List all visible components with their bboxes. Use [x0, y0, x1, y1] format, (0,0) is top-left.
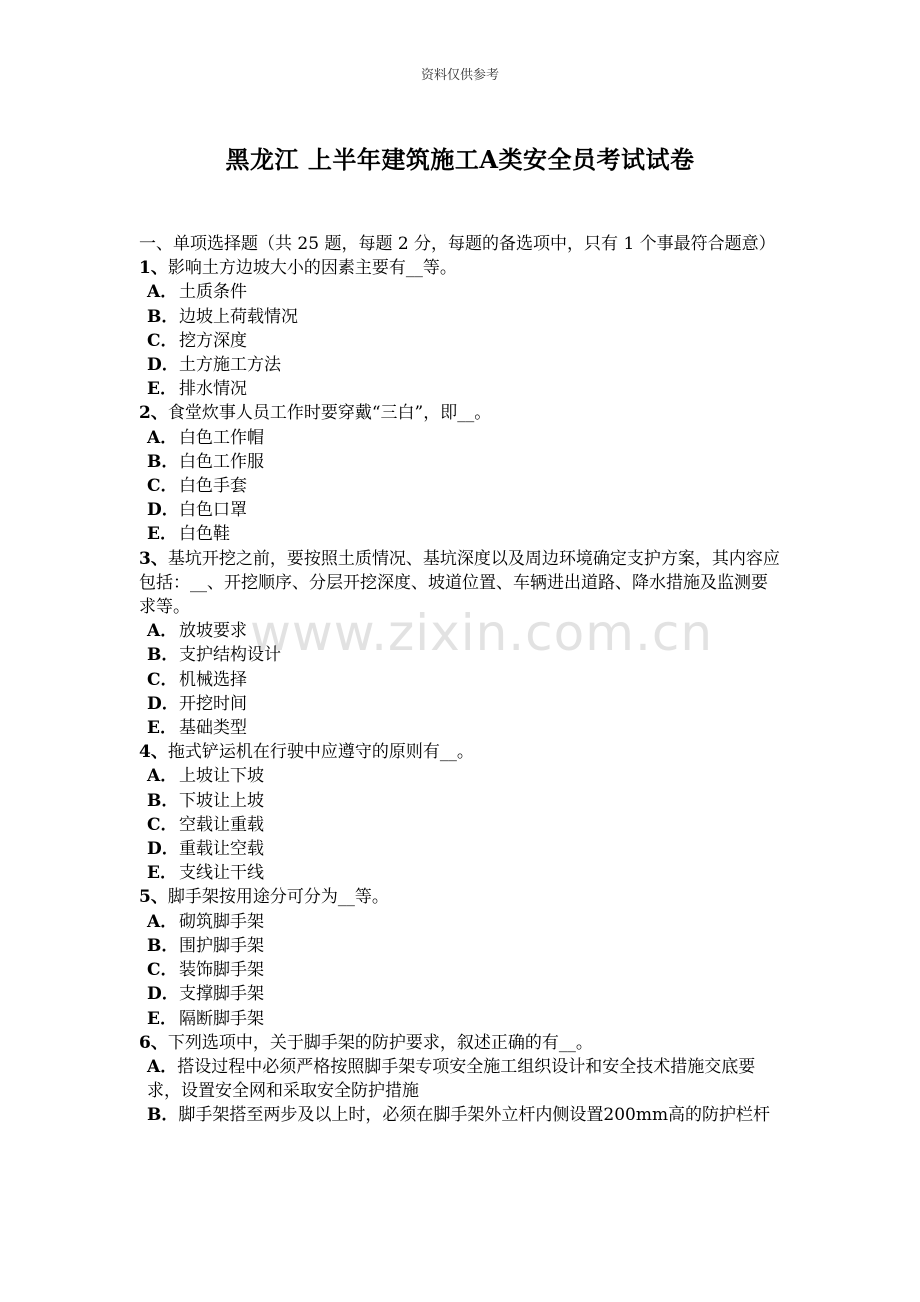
option-text: 白色口罩 — [179, 500, 247, 521]
question-number: 3、 — [139, 548, 168, 569]
option-text: 土质条件 — [179, 282, 247, 303]
option — [139, 837, 781, 861]
watermark: www.zixin.com.cn — [250, 604, 714, 662]
question — [139, 740, 781, 764]
option-letter: E． — [147, 379, 177, 400]
option-text: 搭设过程中必须严格按照脚手架专项安全施工组织设计和安全技术措施交底要求，设置安全网和采取安全防护措施 — [147, 1056, 756, 1102]
option-text: 空载让重载 — [179, 814, 264, 835]
question-number: 6、 — [139, 1032, 168, 1053]
option — [139, 329, 781, 353]
question — [139, 547, 781, 620]
option — [139, 692, 781, 716]
option — [139, 1055, 781, 1103]
option-text: 白色手套 — [179, 476, 247, 497]
option-text: 支护结构设计 — [179, 645, 281, 666]
option — [139, 450, 781, 474]
question-text: 拖式铲运机在行驶中应遵守的原则有__。 — [167, 742, 474, 763]
option-text: 边坡上荷载情况 — [179, 306, 298, 327]
question-text: 食堂炊事人员工作时要穿戴“三白”，即__。 — [167, 403, 492, 424]
option — [139, 982, 781, 1006]
question-number: 5、 — [139, 887, 168, 908]
option — [139, 353, 781, 377]
option-text: 白色工作服 — [179, 451, 264, 472]
option-letter: C． — [147, 960, 178, 981]
option-text: 上坡让下坡 — [179, 766, 264, 787]
option — [139, 280, 781, 304]
option-text: 基础类型 — [179, 718, 247, 739]
question — [139, 256, 781, 280]
option-text: 挖方深度 — [179, 330, 247, 351]
option-letter: D． — [147, 984, 179, 1005]
header-note: 资料仅供参考 — [420, 68, 499, 83]
option — [139, 474, 781, 498]
option-text: 砌筑脚手架 — [179, 911, 264, 932]
option-text: 白色鞋 — [179, 524, 230, 545]
question-text: 基坑开挖之前，要按照土质情况、基坑深度以及周边环境确定支护方案，其内容应包括：__、开挖顺序、分层开挖深度、坡道位置、车辆进出道路、降水措施及监测要求等。 — [139, 548, 780, 618]
option-text: 机械选择 — [179, 669, 247, 690]
option-letter: D． — [147, 693, 179, 714]
option-text: 土方施工方法 — [179, 355, 281, 376]
option-letter: A． — [147, 282, 178, 303]
option-text: 隔断脚手架 — [179, 1008, 264, 1029]
question-text: 脚手架按用途分可分为__等。 — [167, 887, 389, 908]
option — [139, 764, 781, 788]
option-letter: D． — [147, 839, 179, 860]
option — [139, 1007, 781, 1031]
question-number: 2、 — [139, 403, 168, 424]
option — [139, 934, 781, 958]
option — [139, 1103, 781, 1127]
option — [139, 958, 781, 982]
option — [139, 643, 781, 667]
question — [139, 1031, 781, 1055]
option — [139, 377, 781, 401]
option — [139, 498, 781, 522]
option-letter: A． — [147, 621, 178, 642]
question-text: 下列选项中，关于脚手架的防护要求，叙述正确的有__。 — [167, 1032, 593, 1053]
option-letter: A． — [147, 427, 178, 448]
option-text: 下坡让上坡 — [179, 790, 264, 811]
option-letter: E． — [147, 863, 177, 884]
question — [139, 401, 781, 425]
option-letter: E． — [147, 1008, 177, 1029]
option-letter: D． — [147, 355, 179, 376]
question-text: 影响土方边坡大小的因素主要有__等。 — [167, 258, 457, 279]
option-text: 脚手架搭至两步及以上时，必须在脚手架外立杆内侧设置200mm高的防护栏杆 — [178, 1105, 771, 1126]
option-text: 放坡要求 — [179, 621, 247, 642]
option-letter: D． — [147, 500, 179, 521]
section-heading: 一、单项选择题（共 25 题，每题 2 分，每题的备选项中，只有 1 个事最符合题意） — [139, 234, 776, 254]
option-text: 开挖时间 — [179, 693, 247, 714]
question-number: 1、 — [139, 258, 168, 279]
option-letter: B． — [147, 645, 179, 666]
option-letter: B． — [147, 451, 179, 472]
option — [139, 619, 781, 643]
option-letter: C． — [147, 330, 178, 351]
option-letter: B． — [147, 1105, 179, 1126]
option-letter: A． — [147, 1056, 178, 1077]
option — [139, 861, 781, 885]
option-letter: A． — [147, 766, 178, 787]
option — [139, 522, 781, 546]
option-letter: C． — [147, 814, 178, 835]
option-text: 排水情况 — [179, 379, 247, 400]
option-letter: C． — [147, 669, 178, 690]
option-text: 支撑脚手架 — [179, 984, 264, 1005]
option-letter: B． — [147, 935, 179, 956]
option-letter: E． — [147, 718, 177, 739]
document-title: 黑龙江 上半年建筑施工A类安全员考试试卷 — [225, 145, 695, 174]
option — [139, 426, 781, 450]
option — [139, 668, 781, 692]
option-letter: C． — [147, 476, 178, 497]
option-text: 围护脚手架 — [179, 935, 264, 956]
option — [139, 789, 781, 813]
option — [139, 716, 781, 740]
option-text: 重载让空载 — [179, 839, 264, 860]
option-letter: B． — [147, 790, 179, 811]
question-number: 4、 — [139, 742, 168, 763]
option-text: 装饰脚手架 — [179, 960, 264, 981]
option-letter: E． — [147, 524, 177, 545]
option — [139, 910, 781, 934]
question — [139, 885, 781, 909]
option-letter: A． — [147, 911, 178, 932]
option-text: 白色工作帽 — [179, 427, 264, 448]
option — [139, 305, 781, 329]
exam-content — [139, 232, 781, 1128]
option-text: 支线让干线 — [179, 863, 264, 884]
option-letter: B． — [147, 306, 179, 327]
option — [139, 813, 781, 837]
